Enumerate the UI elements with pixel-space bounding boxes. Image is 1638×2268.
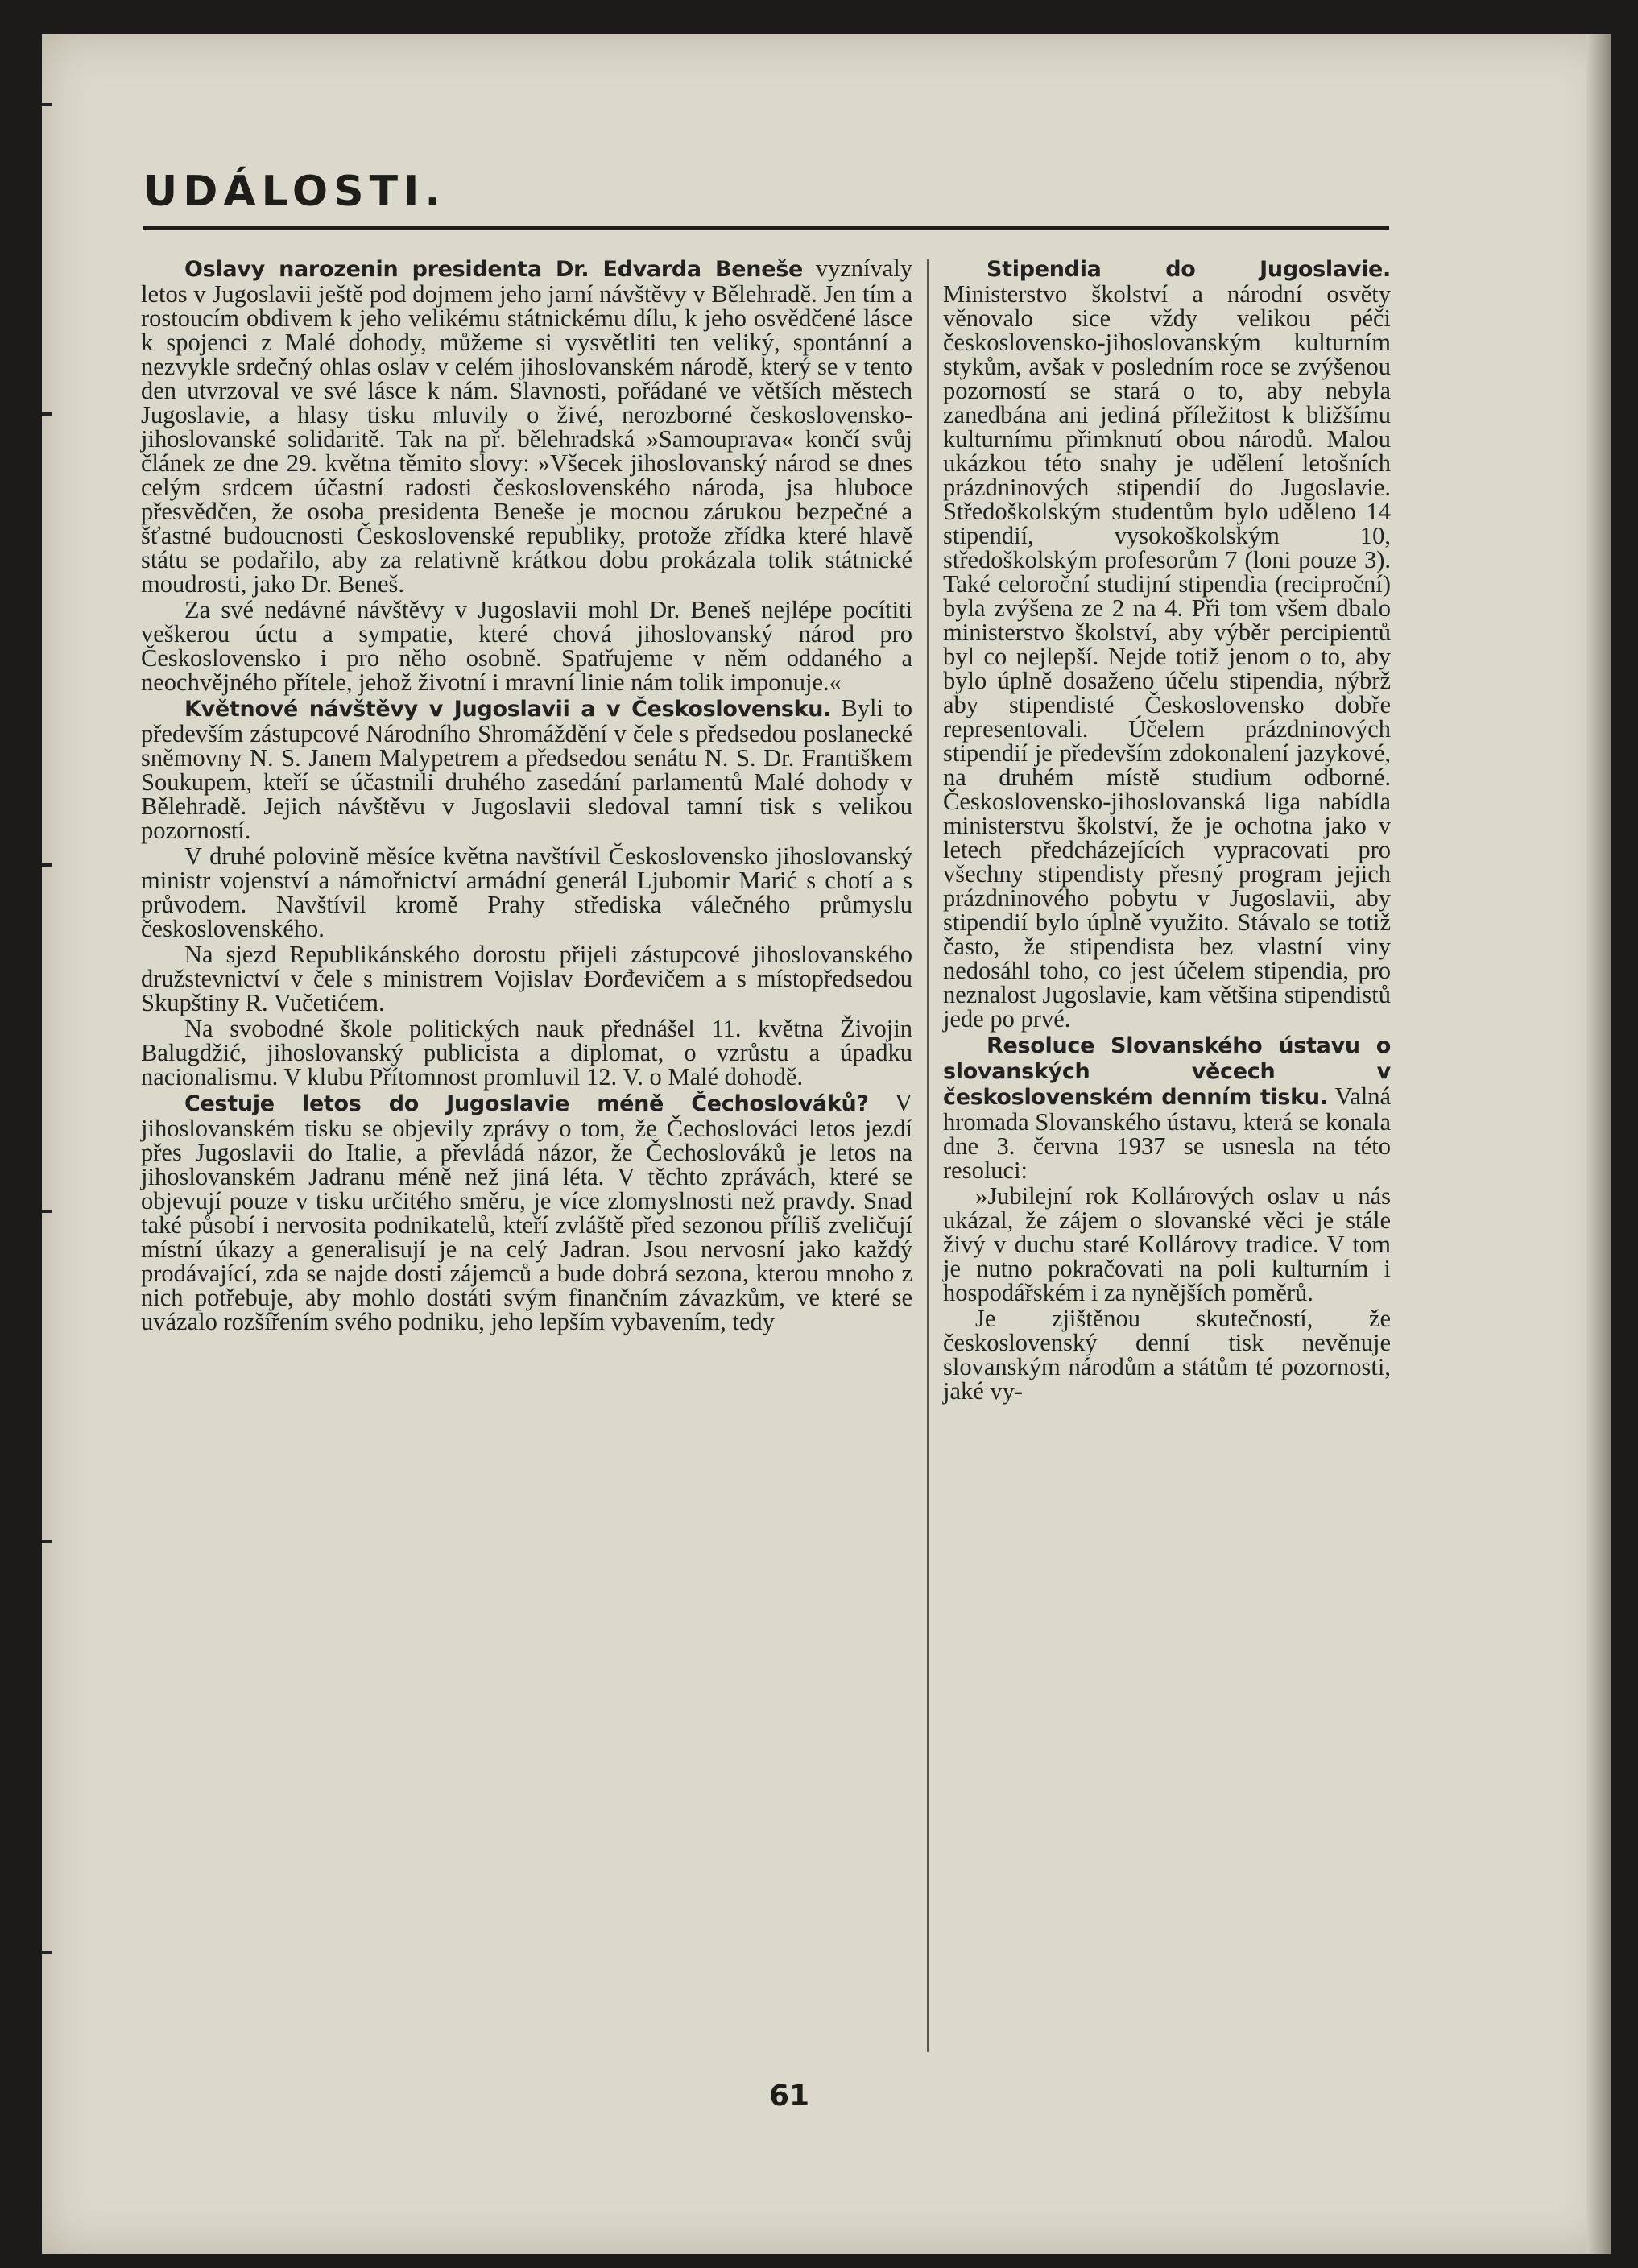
article-paragraph <box>141 844 912 941</box>
article-paragraph <box>141 942 912 1015</box>
title-rule <box>143 226 1389 230</box>
section-title: UDÁLOSTI. <box>143 168 447 216</box>
right-column <box>943 256 1391 1405</box>
paragraph-text: Byli to především zástupcové Národního Shromáždění v čele s předsedou poslanecké sněmovny N. S. Janem Malypetrem a předsedou senátu N. S. Dr. Františkem Soukupem, kteří se účastnili druhého zasedání parlamentů Malé dohody v Bělehradě. Jejich návštěvu v Jugoslavii sledoval tamní tisk s velikou pozorností. <box>141 694 912 844</box>
paragraph-text: vyznívaly letos v Jugoslavii ještě pod dojmem jeho jarní návštěvy v Bělehradě. Jen tím a rostoucím obdivem k jeho velikému státnickému dílu, k jeho osvědčené lásce k spojenci z Malé dohody, můžeme si vysvětliti ten veliký, spontánní a nezvykle srdečný ohlas oslav v celém jihoslovanském národě, který se v tento den utvrzoval ve své lásce k nám. Slavnosti, pořádané ve větších městech Jugoslavie, a hlasy tisku mluvily o živé, nerozborné československo-jihoslovanské solidaritě. Tak na př. bělehradská »Samouprava« končí svůj článek ze dne 29. května těmito slovy: »Všecek jihoslovanský národ se dnes celým srdcem účastní radosti československého národa, jsa hluboce přesvědčen, že osoba presidenta Beneše je mocnou zárukou bezpečné a šťastné budoucnosti Československé republiky, protože zřídka které hlavě státu se podařilo, aby za relativně krátkou dobu prokázala tolik státnické moudrosti, jako Dr. Beneš. <box>141 255 912 598</box>
paragraph-text: Ministerstvo školství a národní osvěty věnovalo sice vždy velikou péči československo-jihoslovanským kulturním stykům, avšak v posledním roce se zvýšenou pozorností se stará o to, aby nebyla zanedbána ani jediná příležitost k bližšímu kulturnímu přimknutí obou národů. Malou ukázkou této snahy je udělení letošních prázdninových stipendií do Jugoslavie. Středoškolským studentům bylo uděleno 14 stipendií, vysokoškolským 10, středoškolským profesorům 7 (loni pouze 3). Také celoroční studijní stipendia (reciproční) byla zvýšena ze 2 na 4. Při tom všem dbalo ministerstvo školství, aby výběr percipientů byl co nejlepší. Nejde totiž jenom o to, aby bylo úplně dosaženo účelu stipendia, nýbrž aby stipendisté Československo dobře representovali. Účelem prázdninových stipendií je především zdokonalení jazykové, na druhém místě studium odborné. Československo-jihoslovanská liga nabídla ministerstvu školství, že je ochotna jako v letech předcházejících vypracovati pro všechny stipendisty přesný program jejich prázdninového pobytu v Jugoslavii, aby stipendií bylo úplně využito. Stávalo se totiž často, že stipendista bez vlastní viny nedosáhl toho, co jest účelem stipendia, pro neznalost Jugoslavie, kam většina stipendistů jede po prvé. <box>943 280 1391 1033</box>
article-heading: Cestuje letos do Jugoslavie méně Čechoslováků? <box>184 1091 869 1116</box>
article-heading: Stipendia do Jugoslavie. <box>987 257 1391 282</box>
paragraph-text: V jihoslovanském tisku se objevily zprávy o tom, že Čechoslováci letos jezdí přes Jugoslavii do Italie, a převládá názor, že Čechoslováků je letos na jihoslovanském Jadranu méně než jiná léta. V těchto zprávách, které se objevují pouze v tisku určitého směru, je více zlomyslnosti než pravdy. Snad také působí i nervosita podnikatelů, kteří zvláště před sezonou příliš zveličují místní úkazy a generalisují je na celý Jadran. Jsou nervosní jako každý prodávající, zda se najde dosti zájemců a bude dobrá sezona, kterou mnoho z nich potřebuje, aby mohlo dostáti svým finančním závazkům, ve které se uvázalo rozšířením svého podniku, jeho lepším vybavením, tedy <box>141 1089 912 1335</box>
page-number: 61 <box>768 2080 810 2113</box>
binding-mark <box>42 1540 52 1543</box>
binding-mark <box>42 1951 52 1954</box>
binding-marks <box>42 34 58 2254</box>
column-divider <box>927 259 929 2052</box>
article-paragraph <box>943 1306 1391 1403</box>
article-paragraph <box>943 1033 1391 1182</box>
article-paragraph <box>141 1016 912 1089</box>
paragraph-text: Na svobodné škole politických nauk přednášel 11. května Živojin Balugdžić, jihoslovanský publicista a diplomat, o vzrůstu a úpadku nacionalismu. V klubu Přítomnost promluvil 12. V. o Malé dohodě. <box>141 1015 912 1091</box>
binding-mark <box>42 412 52 416</box>
article-paragraph <box>141 256 912 596</box>
paragraph-text: Je zjištěnou skutečností, že československý denní tisk nevěnuje slovanským národům a státům té pozornosti, jaké vy- <box>943 1305 1391 1405</box>
article-paragraph <box>141 598 912 694</box>
binding-mark <box>42 103 52 106</box>
article-paragraph <box>141 1091 912 1334</box>
paragraph-text: Na sjezd Republikánského dorostu přijeli zástupcové jihoslovanského družstevnictví v čele s ministrem Vojislav Đorđevičem a s místopředsedou Skupštiny R. Vučetićem. <box>141 941 912 1016</box>
article-heading: Oslavy narozenin presidenta Dr. Edvarda Beneše <box>184 257 804 282</box>
article-paragraph <box>141 696 912 842</box>
paragraph-text: Za své nedávné návštěvy v Jugoslavii mohl Dr. Beneš nejlépe pocítiti veškerou úctu a sympatie, které chová jihoslovanský národ pro Československo i pro něho osobně. Spatřujeme v něm oddaného a neochvějného přítele, jehož životní i mravní linie nám tolik imponuje.« <box>141 596 912 696</box>
article-paragraph <box>943 1184 1391 1305</box>
paragraph-text: »Jubilejní rok Kollárových oslav u nás ukázal, že zájem o slovanské věci je stále živý v duchu staré Kollárovy tradice. V tom je nutno pokračovati na poli kulturním i hospodářském i za nynějších poměrů. <box>943 1182 1391 1306</box>
left-column <box>141 256 912 1335</box>
article-heading: Květnové návštěvy v Jugoslavii a v Československu. <box>184 697 832 722</box>
binding-mark <box>42 863 52 867</box>
paragraph-text: Valná hromada Slovanského ústavu, která se konala dne 3. června 1937 se usnesla na této resoluci: <box>943 1082 1391 1184</box>
binding-mark <box>42 1210 52 1213</box>
page-edge-shadow <box>1586 34 1611 2254</box>
article-paragraph <box>943 256 1391 1031</box>
article-heading: Resoluce Slovanského ústavu o slovanských věcech v československém denním tisku. <box>943 1033 1391 1110</box>
paragraph-text: V druhé polovině měsíce května navštívil Československo jihoslovanský ministr vojenství a námořnictví armádní generál Ljubomir Marić s chotí a s průvodem. Navštívil kromě Prahy střediska válečného průmyslu československého. <box>141 842 912 942</box>
